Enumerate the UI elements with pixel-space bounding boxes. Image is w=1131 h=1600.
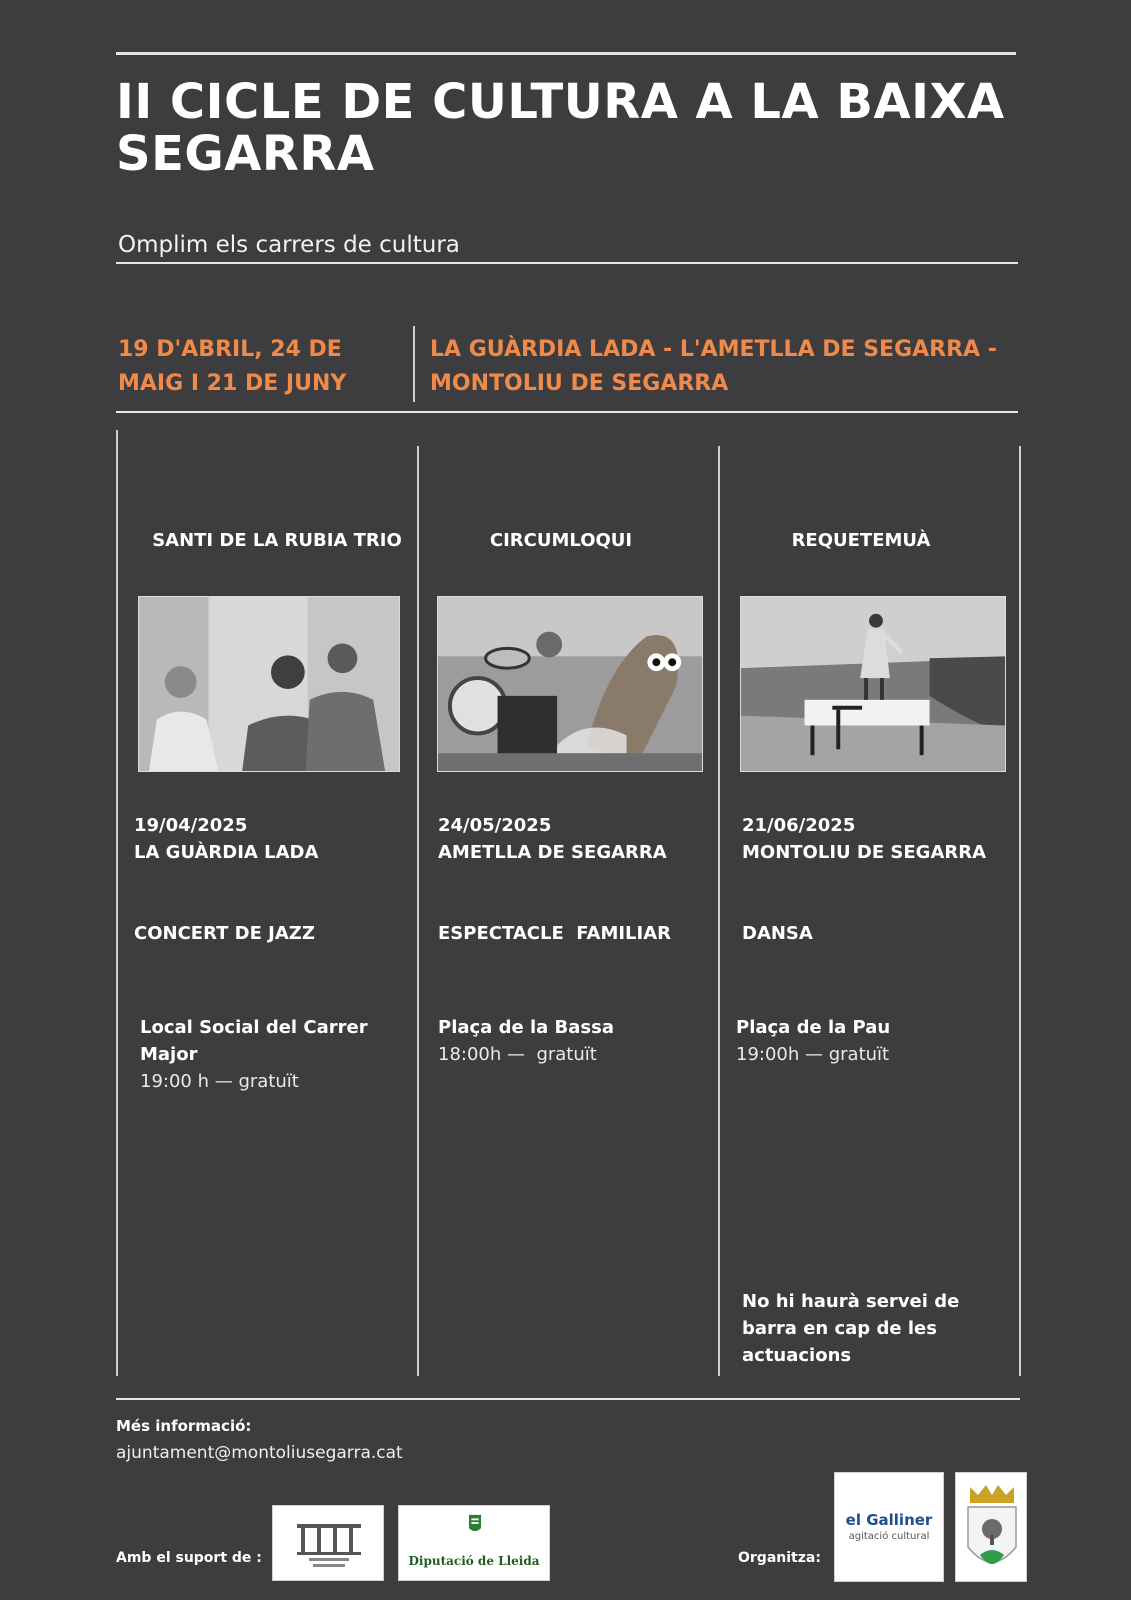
- event-photo-dancer: [740, 596, 1006, 772]
- diputacio-shield-icon: [399, 1510, 551, 1556]
- event-title: REQUETEMUÀ: [791, 530, 931, 551]
- institut-building-icon: [273, 1506, 385, 1582]
- column-rule-4: [1019, 446, 1021, 1376]
- event-venue-name: Plaça de la Bassa: [438, 1017, 614, 1038]
- event-date: 21/06/2025: [742, 815, 856, 836]
- event-genre: CONCERT DE JAZZ: [134, 923, 315, 944]
- montoliu-shield-logo: [955, 1472, 1027, 1582]
- event-photo-trio: [138, 596, 400, 772]
- diputacio-name: Diputació de Lleida: [408, 1554, 540, 1568]
- municipal-shield-icon: [956, 1473, 1028, 1583]
- event-date: 24/05/2025: [438, 815, 552, 836]
- event-time: 18:00h — gratuït: [438, 1044, 597, 1065]
- summary-divider: [116, 411, 1018, 413]
- event-venue-name: Local Social del Carrer Major: [140, 1017, 368, 1065]
- event-title: SANTI DE LA RUBIA TRIO: [152, 530, 402, 551]
- cycle-places: LA GUÀRDIA LADA - L'AMETLLA DE SEGARRA - MONTOLIU DE SEGARRA: [430, 337, 997, 396]
- event-venue-name: Plaça de la Pau: [736, 1017, 891, 1038]
- column-rule-3: [718, 446, 720, 1376]
- support-label: Amb el suport de :: [116, 1550, 262, 1566]
- event-place: MONTOLIU DE SEGARRA: [742, 842, 987, 863]
- event-time: 19:00 h — gratuït: [140, 1071, 299, 1092]
- top-divider: [116, 52, 1016, 55]
- event-title: CIRCUMLOQUI: [489, 530, 633, 551]
- event-venue: [438, 1014, 698, 1068]
- column-rule-2: [417, 446, 419, 1376]
- bar-service-note: No hi haurà servei de barra en cap de les actuacions: [742, 1291, 960, 1366]
- column-rule-1: [116, 430, 118, 1376]
- diputacio-lleida-logo: [398, 1505, 550, 1581]
- el-galliner-logo: [834, 1472, 944, 1582]
- event-venue: [140, 1014, 390, 1095]
- subtitle-divider: [116, 262, 1018, 264]
- event-place: LA GUÀRDIA LADA: [134, 842, 319, 863]
- cycle-dates: 19 D'ABRIL, 24 DE MAIG I 21 DE JUNY: [118, 337, 347, 396]
- organizer-label: Organitza:: [738, 1550, 821, 1566]
- galliner-tagline: agitació cultural: [848, 1531, 930, 1542]
- event-date: 19/04/2025: [134, 815, 248, 836]
- contact-email[interactable]: ajuntament@montoliusegarra.cat: [116, 1443, 403, 1463]
- event-genre: DANSA: [742, 923, 813, 944]
- event-venue: [736, 1014, 996, 1068]
- event-time: 19:00h — gratuït: [736, 1044, 890, 1065]
- institut-estudis-logo: [272, 1505, 384, 1581]
- summary-separator: [413, 326, 415, 402]
- footer-divider: [116, 1398, 1020, 1400]
- event-place: AMETLLA DE SEGARRA: [438, 842, 667, 863]
- page-title: II CICLE DE CULTURA A LA BAIXA SEGARRA: [116, 74, 1005, 182]
- galliner-name: el Galliner: [845, 1511, 933, 1529]
- more-info-label: Més informació:: [116, 1417, 252, 1435]
- page-subtitle: Omplim els carrers de cultura: [118, 232, 460, 258]
- event-genre: ESPECTACLE FAMILIAR: [438, 923, 672, 944]
- event-photo-puppets: [437, 596, 703, 772]
